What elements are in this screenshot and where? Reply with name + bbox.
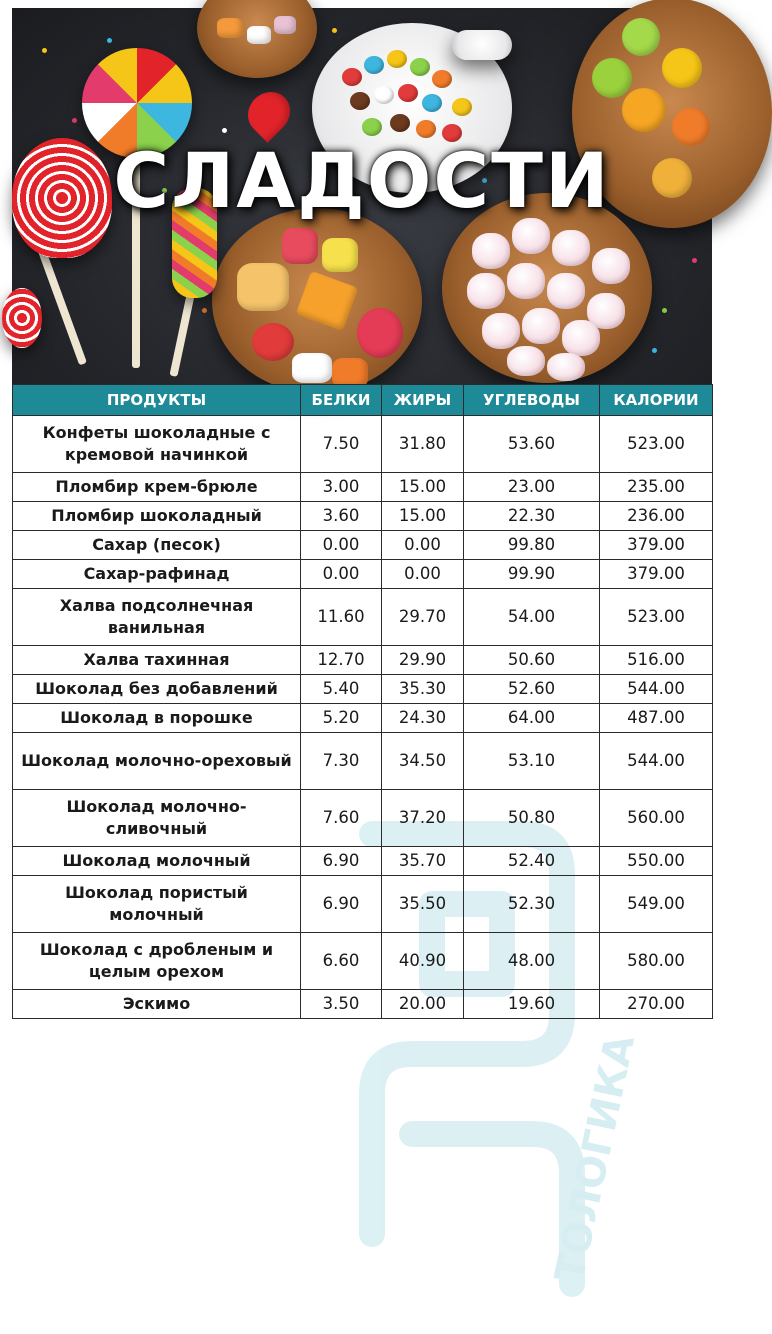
table-row bbox=[13, 733, 713, 790]
protein-value: 5.20 bbox=[301, 704, 382, 733]
carbs-value: 19.60 bbox=[464, 990, 600, 1019]
protein-value: 6.60 bbox=[301, 933, 382, 990]
product-name: Халва подсолнечная ванильная bbox=[13, 589, 301, 646]
fat-value: 29.90 bbox=[382, 646, 464, 675]
protein-value: 0.00 bbox=[301, 560, 382, 589]
table-row bbox=[13, 589, 713, 646]
carbs-value: 53.60 bbox=[464, 416, 600, 473]
calories-value: 580.00 bbox=[600, 933, 713, 990]
candy-hero-image bbox=[12, 8, 712, 384]
product-name: Сахар-рафинад bbox=[13, 560, 301, 589]
fat-value: 35.30 bbox=[382, 675, 464, 704]
table-row bbox=[13, 560, 713, 589]
protein-value: 3.50 bbox=[301, 990, 382, 1019]
product-name: Шоколад молочно-ореховый bbox=[13, 733, 301, 790]
column-header-calories: КАЛОРИИ bbox=[600, 385, 713, 416]
fat-value: 34.50 bbox=[382, 733, 464, 790]
table-row bbox=[13, 704, 713, 733]
fat-value: 35.50 bbox=[382, 876, 464, 933]
calories-value: 379.00 bbox=[600, 531, 713, 560]
table-row bbox=[13, 473, 713, 502]
carbs-value: 48.00 bbox=[464, 933, 600, 990]
calories-value: 379.00 bbox=[600, 560, 713, 589]
protein-value: 0.00 bbox=[301, 531, 382, 560]
product-name: Шоколад молочный bbox=[13, 847, 301, 876]
calories-value: 487.00 bbox=[600, 704, 713, 733]
carbs-value: 52.30 bbox=[464, 876, 600, 933]
fat-value: 15.00 bbox=[382, 502, 464, 531]
fat-value: 0.00 bbox=[382, 531, 464, 560]
fat-value: 35.70 bbox=[382, 847, 464, 876]
product-name: Пломбир крем-брюле bbox=[13, 473, 301, 502]
product-name: Пломбир шоколадный bbox=[13, 502, 301, 531]
calories-value: 235.00 bbox=[600, 473, 713, 502]
calories-value: 549.00 bbox=[600, 876, 713, 933]
table-row bbox=[13, 990, 713, 1019]
protein-value: 6.90 bbox=[301, 847, 382, 876]
table-row bbox=[13, 646, 713, 675]
fat-value: 24.30 bbox=[382, 704, 464, 733]
fat-value: 20.00 bbox=[382, 990, 464, 1019]
carbs-value: 50.60 bbox=[464, 646, 600, 675]
fat-value: 40.90 bbox=[382, 933, 464, 990]
table-row bbox=[13, 416, 713, 473]
table-row bbox=[13, 531, 713, 560]
carbs-value: 54.00 bbox=[464, 589, 600, 646]
protein-value: 7.60 bbox=[301, 790, 382, 847]
table-header-row bbox=[13, 385, 713, 416]
protein-value: 3.00 bbox=[301, 473, 382, 502]
product-name: Шоколад пористый молочный bbox=[13, 876, 301, 933]
calories-value: 523.00 bbox=[600, 416, 713, 473]
calories-value: 544.00 bbox=[600, 733, 713, 790]
fat-value: 31.80 bbox=[382, 416, 464, 473]
calories-value: 516.00 bbox=[600, 646, 713, 675]
column-header-protein: БЕЛКИ bbox=[301, 385, 382, 416]
carbs-value: 64.00 bbox=[464, 704, 600, 733]
carbs-value: 99.90 bbox=[464, 560, 600, 589]
nutrition-table bbox=[12, 384, 713, 1019]
carbs-value: 53.10 bbox=[464, 733, 600, 790]
product-name: Конфеты шоколадные с кремовой начинкой bbox=[13, 416, 301, 473]
product-name: Шоколад в порошке bbox=[13, 704, 301, 733]
table-row bbox=[13, 933, 713, 990]
column-header-products: ПРОДУКТЫ bbox=[13, 385, 301, 416]
calories-value: 544.00 bbox=[600, 675, 713, 704]
fat-value: 29.70 bbox=[382, 589, 464, 646]
column-header-carbs: УГЛЕВОДЫ bbox=[464, 385, 600, 416]
calories-value: 236.00 bbox=[600, 502, 713, 531]
protein-value: 3.60 bbox=[301, 502, 382, 531]
fat-value: 0.00 bbox=[382, 560, 464, 589]
page-title: СЛАДОСТИ bbox=[113, 136, 611, 225]
table-row bbox=[13, 790, 713, 847]
protein-value: 7.30 bbox=[301, 733, 382, 790]
protein-value: 5.40 bbox=[301, 675, 382, 704]
table-row bbox=[13, 876, 713, 933]
protein-value: 7.50 bbox=[301, 416, 382, 473]
calories-value: 523.00 bbox=[600, 589, 713, 646]
watermark-text: ТОЛОГИКА bbox=[546, 1030, 644, 1287]
protein-value: 11.60 bbox=[301, 589, 382, 646]
protein-value: 6.90 bbox=[301, 876, 382, 933]
carbs-value: 99.80 bbox=[464, 531, 600, 560]
calories-value: 550.00 bbox=[600, 847, 713, 876]
carbs-value: 52.60 bbox=[464, 675, 600, 704]
calories-value: 270.00 bbox=[600, 990, 713, 1019]
protein-value: 12.70 bbox=[301, 646, 382, 675]
carbs-value: 22.30 bbox=[464, 502, 600, 531]
product-name: Шоколад молочно-сливочный bbox=[13, 790, 301, 847]
carbs-value: 23.00 bbox=[464, 473, 600, 502]
product-name: Сахар (песок) bbox=[13, 531, 301, 560]
product-name: Шоколад без добавлений bbox=[13, 675, 301, 704]
product-name: Халва тахинная bbox=[13, 646, 301, 675]
fat-value: 15.00 bbox=[382, 473, 464, 502]
nutrition-table-container bbox=[12, 384, 712, 1287]
table-row bbox=[13, 675, 713, 704]
column-header-fat: ЖИРЫ bbox=[382, 385, 464, 416]
carbs-value: 52.40 bbox=[464, 847, 600, 876]
calories-value: 560.00 bbox=[600, 790, 713, 847]
fat-value: 37.20 bbox=[382, 790, 464, 847]
carbs-value: 50.80 bbox=[464, 790, 600, 847]
table-row bbox=[13, 502, 713, 531]
table-row bbox=[13, 847, 713, 876]
product-name: Эскимо bbox=[13, 990, 301, 1019]
product-name: Шоколад с дробленым и целым орехом bbox=[13, 933, 301, 990]
